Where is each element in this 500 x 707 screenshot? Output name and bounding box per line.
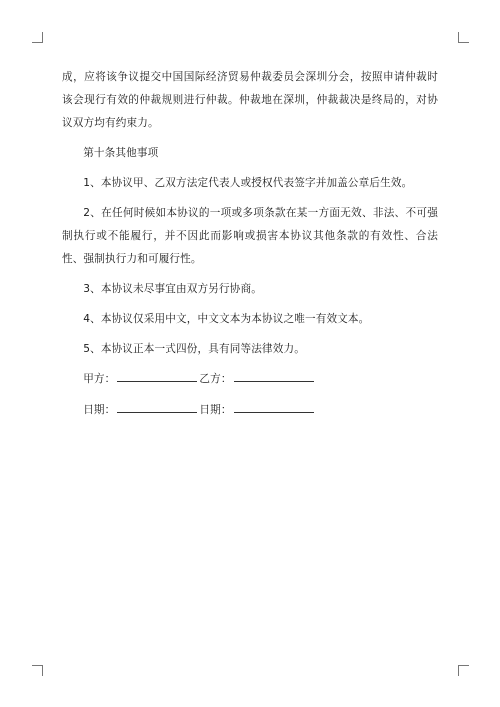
party-a-blank bbox=[117, 369, 197, 382]
clause-2: 2、在任何时候如本协议的一项或多项条款在某一方面无效、非法、不可强制执行或不能履行，并不因此而影响或损害本协议其他条款的有效性、合法性、强制执行力和可履行性。 bbox=[62, 207, 438, 265]
document-body bbox=[62, 66, 438, 430]
clause-1: 1、本协议甲、乙双方法定代表人或授权代表签字并加盖公章后生效。 bbox=[83, 177, 413, 189]
signature-party-line bbox=[62, 368, 438, 391]
party-b-label: 乙方： bbox=[199, 373, 232, 385]
date-b-label: 日期： bbox=[199, 404, 232, 416]
party-a-label: 甲方： bbox=[83, 373, 116, 385]
party-b-blank bbox=[234, 369, 314, 382]
clause-3: 3、本协议未尽事宜由双方另行协商。 bbox=[83, 283, 262, 295]
date-a-blank bbox=[117, 400, 197, 413]
crop-mark-top-left bbox=[32, 32, 43, 43]
crop-mark-top-right bbox=[458, 32, 469, 43]
paragraph-arbitration-continuation: 成，应将该争议提交中国国际经济贸易仲裁委员会深圳分会，按照申请仲裁时该会现行有效的仲裁规则进行仲裁。仲裁地在深圳，仲裁裁决是终局的，对协议双方均有约束力。 bbox=[62, 71, 438, 129]
signature-date-line bbox=[62, 399, 438, 422]
clause-4: 4、本协议仅采用中文，中文文本为本协议之唯一有效文本。 bbox=[83, 313, 370, 325]
date-a-label: 日期： bbox=[83, 404, 116, 416]
date-b-blank bbox=[234, 400, 314, 413]
clause-5: 5、本协议正本一式四份，具有同等法律效力。 bbox=[83, 343, 305, 355]
crop-mark-bottom-right bbox=[458, 665, 469, 676]
article-10-heading: 第十条其他事项 bbox=[83, 147, 159, 159]
crop-mark-bottom-left bbox=[32, 665, 43, 676]
